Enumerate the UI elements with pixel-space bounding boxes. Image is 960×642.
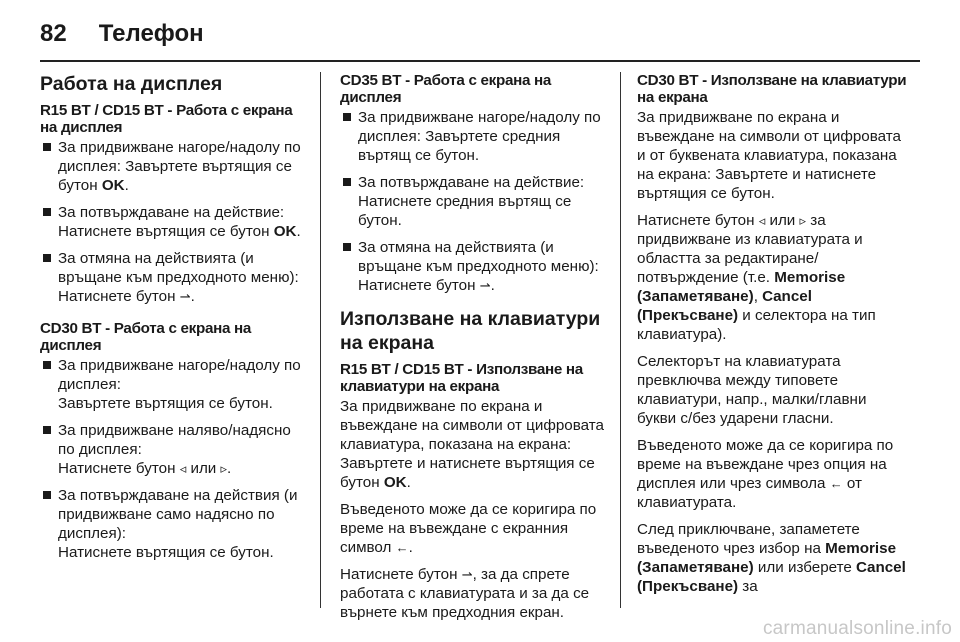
list-item: За придвижване нагоре/надолу по дисплея: Завъртете въртящия се бутон.	[40, 356, 308, 413]
back-button-icon: ⇀	[479, 278, 491, 293]
paragraph: Натиснете бутон ⇀, за да спрете работата с клавиатурата и за да се върнете към предходния екран.	[340, 566, 590, 621]
instruction-list	[40, 138, 308, 306]
list-item: За потвърждаване на действие: Натиснете въртящия се бутон OK.	[40, 203, 308, 241]
paragraph: Селекторът на клавиатурата превключва между типовете клавиатури, напр., малки/главни букви с/без ударени гласни.	[637, 353, 867, 427]
header-divider	[40, 60, 920, 62]
subsection-title: CD30 BT - Използване на клавиатури на екрана	[637, 72, 907, 106]
page-header	[40, 14, 204, 54]
list-item: За придвижване нагоре/надолу по дисплея: Завъртете въртящия се бутон OK.	[40, 138, 308, 195]
backspace-arrow-icon: ←	[829, 476, 843, 491]
column-2	[340, 72, 612, 630]
watermark: carmanualsonline.info	[762, 618, 952, 639]
paragraph: Натиснете бутон ◃ или ▹ за придвижване из клавиатурата и областта за редактиране/потвърждение (т.е. Memorise (Запаметяване), Cancel (Прекъсване) и селектора на тип клавиатура).	[637, 212, 876, 343]
instruction-list	[40, 356, 308, 562]
column-1	[40, 72, 308, 570]
page-title: Телефон	[98, 20, 204, 47]
list-item: За потвърждаване на действие: Натиснете средния въртящ се бутон.	[340, 173, 612, 230]
instruction-list	[340, 108, 612, 295]
back-button-icon: ⇀	[461, 567, 473, 582]
left-arrow-icon: ◃	[179, 461, 187, 476]
column-divider	[320, 72, 321, 608]
list-item: За отмяна на действията (и връщане към предходното меню): Натиснете бутон ⇀.	[40, 249, 308, 306]
list-item: За придвижване нагоре/надолу по дисплея: Завъртете средния въртящ се бутон.	[340, 108, 612, 165]
column-3	[637, 72, 907, 604]
subsection-title: R15 BT / CD15 BT - Използване на клавиатури на екрана	[340, 361, 583, 395]
section-heading: Използване на клавиатури на екрана	[340, 308, 601, 354]
backspace-arrow-icon: ←	[395, 540, 409, 555]
column-divider	[620, 72, 621, 608]
paragraph: За придвижване по екрана и въвеждане на символи от цифровата и от буквената клавиатура, показана на екрана: Завъртете и натиснете въртящия се бутон.	[637, 109, 901, 202]
subsection-title: CD30 BT - Работа с екрана на дисплея	[40, 320, 252, 354]
paragraph: За придвижване по екрана и въвеждане на символи от цифровата клавиатура, показана на екрана: Завъртете и натиснете въртящия се бутон OK.	[340, 398, 604, 491]
section-heading: Работа на дисплея	[40, 73, 223, 95]
subsection-title: R15 BT / CD15 BT - Работа с екрана на дисплея	[40, 102, 293, 136]
list-item: За потвърждаване на действия (и придвижване само надясно по дисплея): Натиснете въртящия се бутон.	[40, 486, 308, 562]
paragraph: След приключване, запаметете въведеното чрез избор на Memorise (Запаметяване) или изберете Cancel (Прекъсване) за	[637, 521, 906, 595]
page-number: 82	[40, 20, 67, 47]
right-arrow-icon: ▹	[799, 213, 807, 228]
paragraph: Въведеното може да се коригира по време на въвеждане чрез опция на дисплея или чрез символа ← от клавиатурата.	[637, 437, 894, 511]
subsection-title: CD35 BT - Работа с екрана на дисплея	[340, 72, 552, 106]
left-arrow-icon: ◃	[758, 213, 766, 228]
right-arrow-icon: ▹	[220, 461, 228, 476]
list-item: За придвижване наляво/надясно по дисплея: Натиснете бутон ◃ или ▹.	[40, 421, 308, 478]
back-button-icon: ⇀	[179, 289, 191, 304]
paragraph: Въведеното може да се коригира по време на въвеждане с екранния символ ←.	[340, 501, 597, 556]
list-item: За отмяна на действията (и връщане към предходното меню): Натиснете бутон ⇀.	[340, 238, 612, 295]
